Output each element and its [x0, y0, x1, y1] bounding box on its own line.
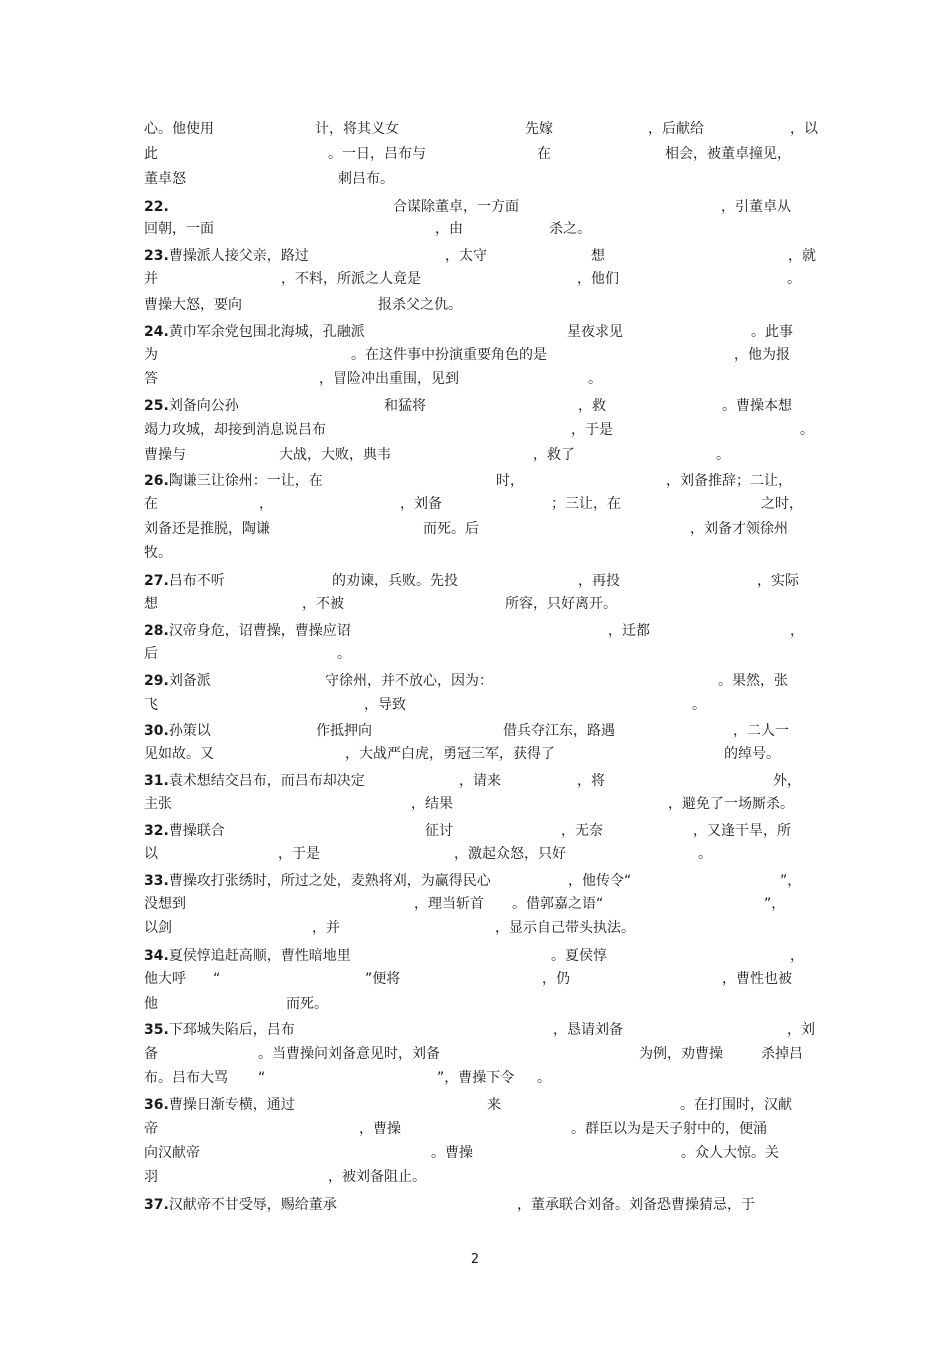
question-number: 34. — [144, 948, 169, 964]
text-segment: “ — [258, 1070, 266, 1086]
question-number: 37. — [144, 1197, 169, 1213]
text-segment: 合谋除董卓，一方面 — [393, 199, 519, 215]
text-segment: ”， — [780, 873, 802, 889]
text-line-start: 此 — [144, 146, 158, 162]
text-segment: ，他传令“ — [568, 873, 632, 889]
text-segment: ，大战严白虎，勇冠三军，获得了 — [345, 746, 555, 762]
text-segment: ，就 — [788, 248, 816, 264]
text-line-start: 26.陶谦三让徐州：一让，在 — [144, 473, 323, 489]
text-segment: 而死。 — [286, 996, 328, 1012]
text-segment: ，他为报 — [734, 347, 790, 363]
text-line-start: 曹操大怒，要向 — [144, 297, 242, 313]
text-line-start: 以 — [144, 846, 158, 862]
text-segment: ，救了 — [533, 447, 575, 463]
text-segment: 大战，大败，典韦 — [279, 447, 391, 463]
text-segment: ”便将 — [365, 971, 401, 987]
text-line-start: 答 — [144, 371, 158, 387]
question-number: 26. — [144, 473, 169, 489]
text-line-start: 并 — [144, 271, 158, 287]
text-line-start: 28.汉帝身危，诏曹操，曹操应诏 — [144, 623, 351, 639]
text-segment: 借兵夺江东，路遇 — [503, 723, 615, 739]
text-segment: 。 — [337, 646, 351, 662]
text-segment: ，仍 — [542, 971, 570, 987]
text-segment: ，再投 — [578, 573, 620, 589]
question-number: 23. — [144, 248, 169, 264]
text-line-start: 23.曹操派人接父亲，路过 — [144, 248, 309, 264]
question-number: 31. — [144, 773, 169, 789]
text-segment: ，导致 — [364, 697, 406, 713]
text-segment: 所容，只好离开。 — [505, 596, 617, 612]
question-number: 25. — [144, 398, 169, 414]
text-segment: ，由 — [435, 221, 463, 237]
text-line-start: 布。吕布大骂 — [144, 1070, 228, 1086]
text-segment: 想 — [591, 248, 605, 264]
text-segment: 。果然，张 — [718, 673, 788, 689]
text-line-start: 心。他使用 — [144, 121, 214, 137]
text-segment: 的绰号。 — [724, 746, 780, 762]
text-segment: ，不被 — [302, 596, 344, 612]
text-line-start: 25.刘备向公孙 — [144, 398, 239, 414]
text-line-start: 飞 — [144, 697, 158, 713]
text-segment: ，理当斩首 — [414, 896, 484, 912]
text-segment: ， — [790, 623, 804, 639]
text-line-start: 以剑 — [144, 920, 172, 936]
text-line-start: 向汉献帝 — [144, 1145, 200, 1161]
text-segment: ，结果 — [411, 796, 453, 812]
text-segment: ，实际 — [757, 573, 799, 589]
text-segment: 。 — [692, 697, 706, 713]
text-line-start: 34.夏侯惇追赶高顺，曹性暗地里 — [144, 948, 351, 964]
text-segment: 而死。后 — [423, 521, 479, 537]
text-segment: 之时， — [761, 496, 803, 512]
text-line-start: 主张 — [144, 796, 172, 812]
text-line-start: 为 — [144, 347, 158, 363]
text-segment: ，不料，所派之人竟是 — [281, 271, 421, 287]
text-segment: ，他们 — [577, 271, 619, 287]
page-number: 2 — [470, 1252, 480, 1267]
text-segment: ，二人一 — [733, 723, 789, 739]
text-segment: 。一日，吕布与 — [328, 146, 426, 162]
text-segment: 杀之。 — [549, 221, 591, 237]
question-number: 33. — [144, 873, 169, 889]
text-segment: 守徐州，并不放心，因为： — [325, 673, 493, 689]
text-segment: ，恳请刘备 — [553, 1022, 623, 1038]
text-segment: ；三让，在 — [551, 496, 621, 512]
text-segment: ，于是 — [571, 422, 613, 438]
text-segment: ， — [259, 496, 273, 512]
text-line-start: 刘备还是推脱，陶谦 — [144, 521, 270, 537]
text-line-start: 36.曹操日渐专横，通过 — [144, 1097, 295, 1113]
text-segment: “ — [213, 971, 221, 987]
text-line-start: 31.袁术想结交吕布，而吕布却决定 — [144, 773, 365, 789]
question-number: 27. — [144, 573, 169, 589]
text-segment: 征讨 — [425, 823, 453, 839]
text-segment: ，避免了一场厮杀。 — [668, 796, 794, 812]
text-line-start: 37.汉献帝不甘受辱，赐给董承 — [144, 1197, 337, 1213]
text-line-start: 想 — [144, 596, 158, 612]
text-line-start: 曹操与 — [144, 447, 186, 463]
text-segment: 和猛将 — [384, 398, 426, 414]
question-number: 24. — [144, 324, 169, 340]
text-segment: ， — [790, 948, 804, 964]
text-segment: ，无奈 — [561, 823, 603, 839]
question-number: 36. — [144, 1097, 169, 1113]
text-segment: 外， — [773, 773, 801, 789]
text-segment: ，刘备推辞；二让， — [666, 473, 792, 489]
text-segment: 。曹操 — [431, 1145, 473, 1161]
question-number: 35. — [144, 1022, 169, 1038]
text-line-start: 在 — [144, 496, 158, 512]
text-line-start: 没想到 — [144, 896, 186, 912]
text-segment: ，请来 — [459, 773, 501, 789]
text-segment: 。 — [698, 846, 712, 862]
text-line-start — [144, 198, 169, 216]
text-segment: 。 — [588, 371, 602, 387]
text-segment: ，曹操 — [359, 1121, 401, 1137]
text-segment: ，引董卓从 — [721, 199, 791, 215]
text-line-start: 羽 — [144, 1169, 158, 1185]
text-segment: 来 — [487, 1097, 501, 1113]
text-line-start: 牧。 — [144, 545, 172, 561]
text-segment: 。 — [800, 422, 814, 438]
text-line-start: 32.曹操联合 — [144, 823, 225, 839]
text-segment: 。夏侯惇 — [551, 948, 607, 964]
text-segment: ，董承联合刘备。刘备恐曹操猜忌，于 — [517, 1197, 755, 1213]
text-segment: 。群臣以为是天子射中的，便涌 — [571, 1121, 767, 1137]
text-segment: ，以 — [790, 121, 818, 137]
text-line-start: 35.下邳城失陷后，吕布 — [144, 1022, 295, 1038]
text-line-start: 29.刘备派 — [144, 673, 211, 689]
text-line-start: 备 — [144, 1046, 158, 1062]
text-line-start: 董卓怒 — [144, 171, 186, 187]
text-segment: 。借郭嘉之语“ — [512, 896, 604, 912]
question-number: 22. — [144, 199, 169, 215]
text-segment: 的劝谏，兵败。先投 — [332, 573, 458, 589]
text-segment: ，太守 — [445, 248, 487, 264]
text-line-start: 见如故。又 — [144, 746, 214, 762]
text-line-start: 30.孙策以 — [144, 723, 211, 739]
text-segment: 杀掉吕 — [761, 1046, 803, 1062]
text-line-start: 24.黄巾军余党包围北海城，孔融派 — [144, 324, 365, 340]
text-segment: 。在打围时，汉献 — [680, 1097, 792, 1113]
text-segment: ，激起众怒，只好 — [454, 846, 566, 862]
text-segment: ”，曹操下令 — [437, 1070, 515, 1086]
text-line-start: 竭力攻城，却接到消息说吕布 — [144, 422, 326, 438]
text-segment: 。众人大惊。关 — [681, 1145, 779, 1161]
text-segment: 报杀父之仇。 — [378, 297, 462, 313]
text-segment: 。当曹操问刘备意见时，刘备 — [258, 1046, 440, 1062]
text-segment: 。 — [716, 447, 730, 463]
text-segment: ，曹性也被 — [722, 971, 792, 987]
text-line-start: 33.曹操攻打张绣时，所过之处，麦熟将刈，为赢得民心 — [144, 873, 491, 889]
question-number: 30. — [144, 723, 169, 739]
text-segment: ，被刘备阻止。 — [328, 1169, 426, 1185]
question-number: 28. — [144, 623, 169, 639]
text-segment: 在 — [537, 146, 551, 162]
text-segment: 计，将其义女 — [315, 121, 399, 137]
text-line-start: 回朝，一面 — [144, 221, 214, 237]
text-segment: ，于是 — [278, 846, 320, 862]
text-segment: 。在这件事中扮演重要角色的是 — [351, 347, 547, 363]
text-segment: 刺吕布。 — [338, 171, 394, 187]
text-segment: ，迁都 — [608, 623, 650, 639]
text-segment: ，后献给 — [648, 121, 704, 137]
text-segment: 相会，被董卓撞见， — [665, 146, 791, 162]
text-segment: ，并 — [312, 920, 340, 936]
text-segment: 。曹操本想 — [722, 398, 792, 414]
text-line-start: 后 — [144, 646, 158, 662]
question-number: 32. — [144, 823, 169, 839]
text-segment: ，将 — [577, 773, 605, 789]
text-segment: ，刘备 — [400, 496, 442, 512]
text-segment: 。 — [537, 1070, 551, 1086]
text-segment: 作抵押向 — [316, 723, 372, 739]
question-number: 29. — [144, 673, 169, 689]
text-line-start: 他大呼 — [144, 971, 186, 987]
text-segment: 。 — [787, 271, 801, 287]
text-segment: ”， — [764, 896, 786, 912]
text-segment: ，救 — [578, 398, 606, 414]
text-segment: 为例，劝曹操 — [639, 1046, 723, 1062]
text-segment: ，刘 — [787, 1022, 815, 1038]
text-segment: 时， — [496, 473, 524, 489]
text-segment: 先嫁 — [525, 121, 553, 137]
text-segment: ，刘备才领徐州 — [690, 521, 788, 537]
text-line-start: 帝 — [144, 1121, 158, 1137]
text-line-start: 他 — [144, 996, 158, 1012]
text-segment: 。此事 — [751, 324, 793, 340]
text-segment: ，冒险冲出重围，见到 — [319, 371, 459, 387]
text-segment: ，显示自己带头执法。 — [495, 920, 635, 936]
text-segment: ，又逢干旱，所 — [693, 823, 791, 839]
text-segment: 星夜求见 — [567, 324, 623, 340]
text-line-start: 27.吕布不听 — [144, 573, 225, 589]
